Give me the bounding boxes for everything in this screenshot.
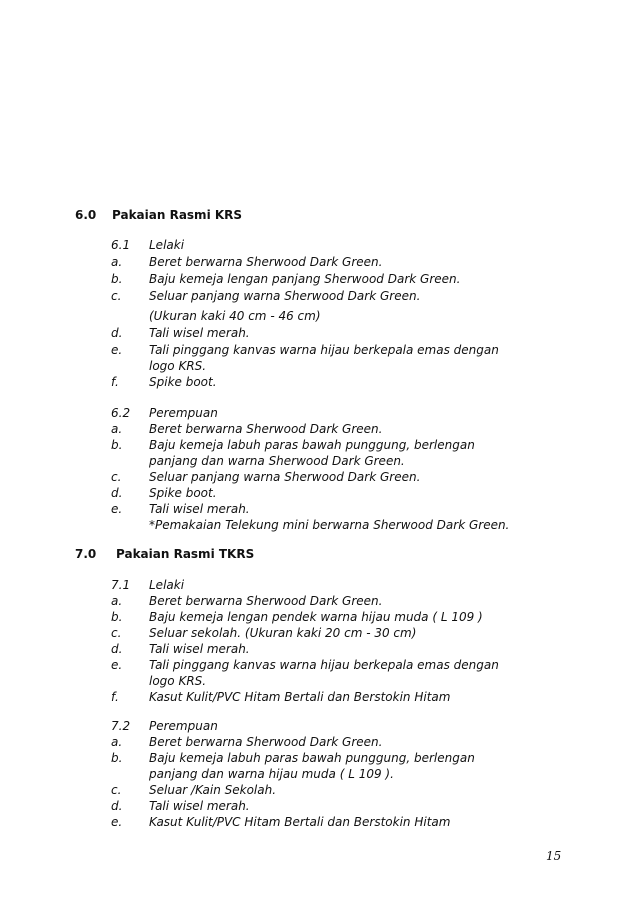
- item-text: Lelaki: [149, 238, 185, 252]
- item-text: Spike boot.: [149, 375, 217, 389]
- item-text: Seluar sekolah. (Ukuran kaki 20 cm - 30 cm): [149, 626, 417, 640]
- item-text: Beret berwarna Sherwood Dark Green.: [149, 594, 383, 608]
- item-text: Perempuan: [149, 719, 218, 733]
- item-text: Baju kemeja lengan pendek warna hijau muda ( L 109 ): [149, 610, 483, 624]
- item-text: Baju kemeja labuh paras bawah punggung, berlengan: [149, 751, 475, 765]
- item-marker: 6.1: [111, 238, 131, 252]
- item-marker: d.: [111, 642, 123, 656]
- item-text: Beret berwarna Sherwood Dark Green.: [149, 735, 383, 749]
- item-marker: e.: [111, 343, 123, 357]
- item-text: Kasut Kulit/PVC Hitam Bertali dan Berstokin Hitam: [149, 690, 451, 704]
- item-text: Lelaki: [149, 578, 185, 592]
- section-number: 7.0: [75, 547, 97, 561]
- item-marker: 7.2: [111, 719, 131, 733]
- item-text: Perempuan: [149, 406, 218, 420]
- item-text: Beret berwarna Sherwood Dark Green.: [149, 255, 383, 269]
- item-text: Seluar /Kain Sekolah.: [149, 783, 277, 797]
- item-text: Spike boot.: [149, 486, 217, 500]
- item-marker: a.: [111, 735, 123, 749]
- item-text: Kasut Kulit/PVC Hitam Bertali dan Berstokin Hitam: [149, 815, 451, 829]
- item-text: *Pemakaian Telekung mini berwarna Sherwood Dark Green.: [149, 518, 510, 532]
- item-marker: f.: [111, 375, 119, 389]
- item-marker: c.: [111, 626, 122, 640]
- item-text: Baju kemeja lengan panjang Sherwood Dark Green.: [149, 272, 461, 286]
- item-marker: d.: [111, 486, 123, 500]
- item-text: (Ukuran kaki 40 cm - 46 cm): [149, 309, 321, 323]
- page-number: 15: [546, 849, 562, 863]
- item-marker: a.: [111, 422, 123, 436]
- item-text: Baju kemeja labuh paras bawah punggung, berlengan: [149, 438, 475, 452]
- item-marker: b.: [111, 272, 123, 286]
- item-marker: e.: [111, 658, 123, 672]
- item-text: panjang dan warna hijau muda ( L 109 ).: [149, 767, 394, 781]
- item-marker: 7.1: [111, 578, 131, 592]
- item-text: Tali wisel merah.: [149, 642, 250, 656]
- item-marker: b.: [111, 610, 123, 624]
- item-text: Beret berwarna Sherwood Dark Green.: [149, 422, 383, 436]
- item-marker: c.: [111, 289, 122, 303]
- item-text: Seluar panjang warna Sherwood Dark Green.: [149, 470, 421, 484]
- item-text: Tali wisel merah.: [149, 799, 250, 813]
- item-marker: d.: [111, 799, 123, 813]
- item-text: logo KRS.: [149, 674, 207, 688]
- section-title: Pakaian Rasmi TKRS: [116, 547, 255, 561]
- section-number: 6.0: [75, 208, 97, 222]
- item-marker: a.: [111, 255, 123, 269]
- item-text: logo KRS.: [149, 359, 207, 373]
- item-marker: c.: [111, 783, 122, 797]
- item-text: Tali wisel merah.: [149, 502, 250, 516]
- item-text: Seluar panjang warna Sherwood Dark Green.: [149, 289, 421, 303]
- item-marker: d.: [111, 326, 123, 340]
- item-marker: e.: [111, 502, 123, 516]
- item-marker: 6.2: [111, 406, 131, 420]
- item-marker: b.: [111, 751, 123, 765]
- item-text: Tali pinggang kanvas warna hijau berkepala emas dengan: [149, 343, 499, 357]
- item-text: Tali pinggang kanvas warna hijau berkepala emas dengan: [149, 658, 499, 672]
- item-text: panjang dan warna Sherwood Dark Green.: [149, 454, 405, 468]
- item-text: Tali wisel merah.: [149, 326, 250, 340]
- item-marker: a.: [111, 594, 123, 608]
- item-marker: e.: [111, 815, 123, 829]
- item-marker: c.: [111, 470, 122, 484]
- section-title: Pakaian Rasmi KRS: [112, 208, 243, 222]
- item-marker: b.: [111, 438, 123, 452]
- item-marker: f.: [111, 690, 119, 704]
